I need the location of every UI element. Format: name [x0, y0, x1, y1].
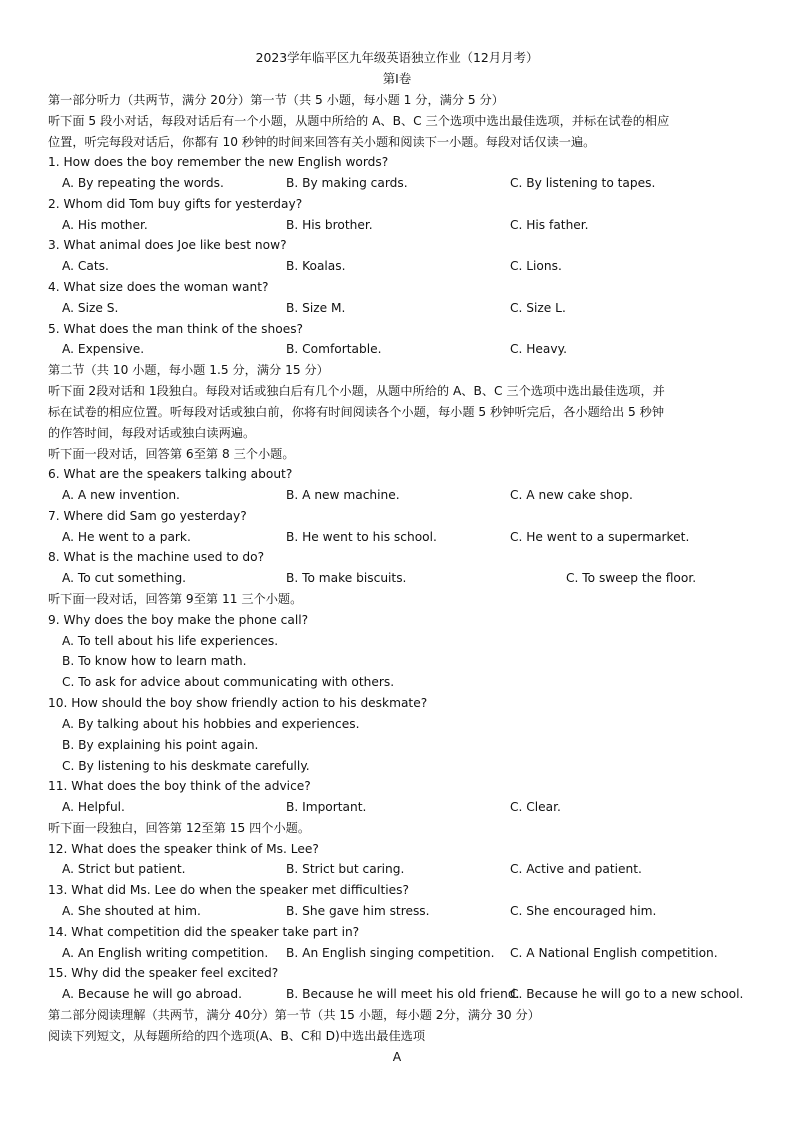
option-b: B. Comfortable. — [286, 342, 382, 356]
section2-instruction-line: 标在试卷的相应位置。听每段对话或独白前，你将有时间阅读各个小题，每小题 5 秒钟听完后，各小题给出 5 秒钟 — [48, 405, 665, 419]
option-c: C. He went to a supermarket. — [510, 530, 690, 544]
question-stem: 13. What did Ms. Lee do when the speaker met difficulties? — [48, 883, 409, 897]
option-b: B. A new machine. — [286, 488, 400, 502]
option-c: C. Lions. — [510, 259, 562, 273]
option-a: A. His mother. — [62, 218, 148, 232]
part1-heading: 第一部分听力（共两节，满分 20分）第一节（共 5 小题，每小题 1 分，满分 5 分） — [48, 93, 504, 107]
part1-instruction-line: 听下面 5 段小对话，每段对话后有一个小题，从题中所给的 A、B、C 三个选项中选出最佳选项，并标在试卷的相应 — [48, 114, 670, 128]
question-stem: 14. What competition did the speaker take part in? — [48, 925, 360, 939]
option-a: A. Helpful. — [62, 800, 125, 814]
option-a: A. Cats. — [62, 259, 109, 273]
option-b: B. Because he will meet his old friend. — [286, 987, 520, 1001]
option-b: B. Important. — [286, 800, 367, 814]
option-b: B. By making cards. — [286, 176, 408, 190]
question-stem: 2. Whom did Tom buy gifts for yesterday? — [48, 197, 303, 211]
option-c: C. A National English competition. — [510, 946, 718, 960]
option-b: B. Strict but caring. — [286, 862, 405, 876]
question-stem: 15. Why did the speaker feel excited? — [48, 966, 279, 980]
option-b: B. An English singing competition. — [286, 946, 495, 960]
question-stem: 6. What are the speakers talking about? — [48, 467, 293, 481]
option-b: B. By explaining his point again. — [62, 738, 259, 752]
question-stem: 1. How does the boy remember the new English words? — [48, 155, 389, 169]
option-a: A. Strict but patient. — [62, 862, 186, 876]
option-c: C. She encouraged him. — [510, 904, 657, 918]
option-b: B. He went to his school. — [286, 530, 437, 544]
option-c: C. Active and patient. — [510, 862, 642, 876]
option-a: A. Size S. — [62, 301, 119, 315]
question-stem: 8. What is the machine used to do? — [48, 550, 265, 564]
option-a: A. Expensive. — [62, 342, 145, 356]
section2-heading: 第二节（共 10 小题，每小题 1.5 分，满分 15 分） — [48, 363, 329, 377]
option-a: A. He went to a park. — [62, 530, 191, 544]
option-a: A. She shouted at him. — [62, 904, 201, 918]
option-c: C. Heavy. — [510, 342, 567, 356]
option-b: B. To know how to learn math. — [62, 654, 247, 668]
question-stem: 10. How should the boy show friendly action to his deskmate? — [48, 696, 428, 710]
option-c: C. To ask for advice about communicating with others. — [62, 675, 395, 689]
passage-label: A — [392, 1049, 402, 1064]
option-a: A. An English writing competition. — [62, 946, 269, 960]
exam-title: 2023学年临平区九年级英语独立作业（12月月考） — [255, 50, 539, 65]
option-c: C. By listening to his deskmate carefully. — [62, 759, 310, 773]
option-b: B. His brother. — [286, 218, 373, 232]
option-c: C. His father. — [510, 218, 589, 232]
monologue-note: 听下面一段独白，回答第 12至第 15 四个小题。 — [48, 821, 311, 835]
dialogue-note: 听下面一段对话，回答第 6至第 8 三个小题。 — [48, 447, 295, 461]
option-c: C. By listening to tapes. — [510, 176, 656, 190]
option-b: B. Size M. — [286, 301, 346, 315]
volume-label: 第I卷 — [382, 71, 412, 86]
option-c: C. To sweep the floor. — [566, 571, 697, 585]
option-a: A. To tell about his life experiences. — [62, 634, 279, 648]
option-c: C. Size L. — [510, 301, 566, 315]
option-a: A. By repeating the words. — [62, 176, 224, 190]
question-stem: 7. Where did Sam go yesterday? — [48, 509, 247, 523]
question-stem: 12. What does the speaker think of Ms. Lee? — [48, 842, 319, 856]
option-a: A. Because he will go abroad. — [62, 987, 242, 1001]
option-c: C. Clear. — [510, 800, 561, 814]
option-a: A. A new invention. — [62, 488, 180, 502]
option-b: B. To make biscuits. — [286, 571, 407, 585]
question-stem: 4. What size does the woman want? — [48, 280, 269, 294]
question-stem: 9. Why does the boy make the phone call? — [48, 613, 309, 627]
question-stem: 11. What does the boy think of the advice? — [48, 779, 311, 793]
part2-instruction: 阅读下列短文，从每题所给的四个选项(A、B、C和 D)中选出最佳选项 — [48, 1029, 426, 1043]
option-a: A. To cut something. — [62, 571, 187, 585]
option-a: A. By talking about his hobbies and experiences. — [62, 717, 360, 731]
section2-instruction-line: 的作答时间，每段对话或独白读两遍。 — [48, 426, 256, 440]
question-stem: 3. What animal does Joe like best now? — [48, 238, 287, 252]
question-stem: 5. What does the man think of the shoes? — [48, 322, 304, 336]
option-c: C. Because he will go to a new school. — [510, 987, 744, 1001]
part2-heading: 第二部分阅读理解（共两节，满分 40分）第一节（共 15 小题，每小题 2分，满分 30 分） — [48, 1008, 540, 1022]
option-b: B. Koalas. — [286, 259, 346, 273]
part1-instruction-line: 位置，听完每段对话后，你都有 10 秒钟的时间来回答有关小题和阅读下一小题。每段对话仅读一遍。 — [48, 135, 596, 149]
section2-instruction-line: 听下面 2段对话和 1段独白。每段对话或独白后有几个小题，从题中所给的 A、B、C 三个选项中选出最佳选项，并 — [48, 384, 665, 398]
option-c: C. A new cake shop. — [510, 488, 633, 502]
dialogue-note: 听下面一段对话，回答第 9至第 11 三个小题。 — [48, 592, 303, 606]
option-b: B. She gave him stress. — [286, 904, 430, 918]
